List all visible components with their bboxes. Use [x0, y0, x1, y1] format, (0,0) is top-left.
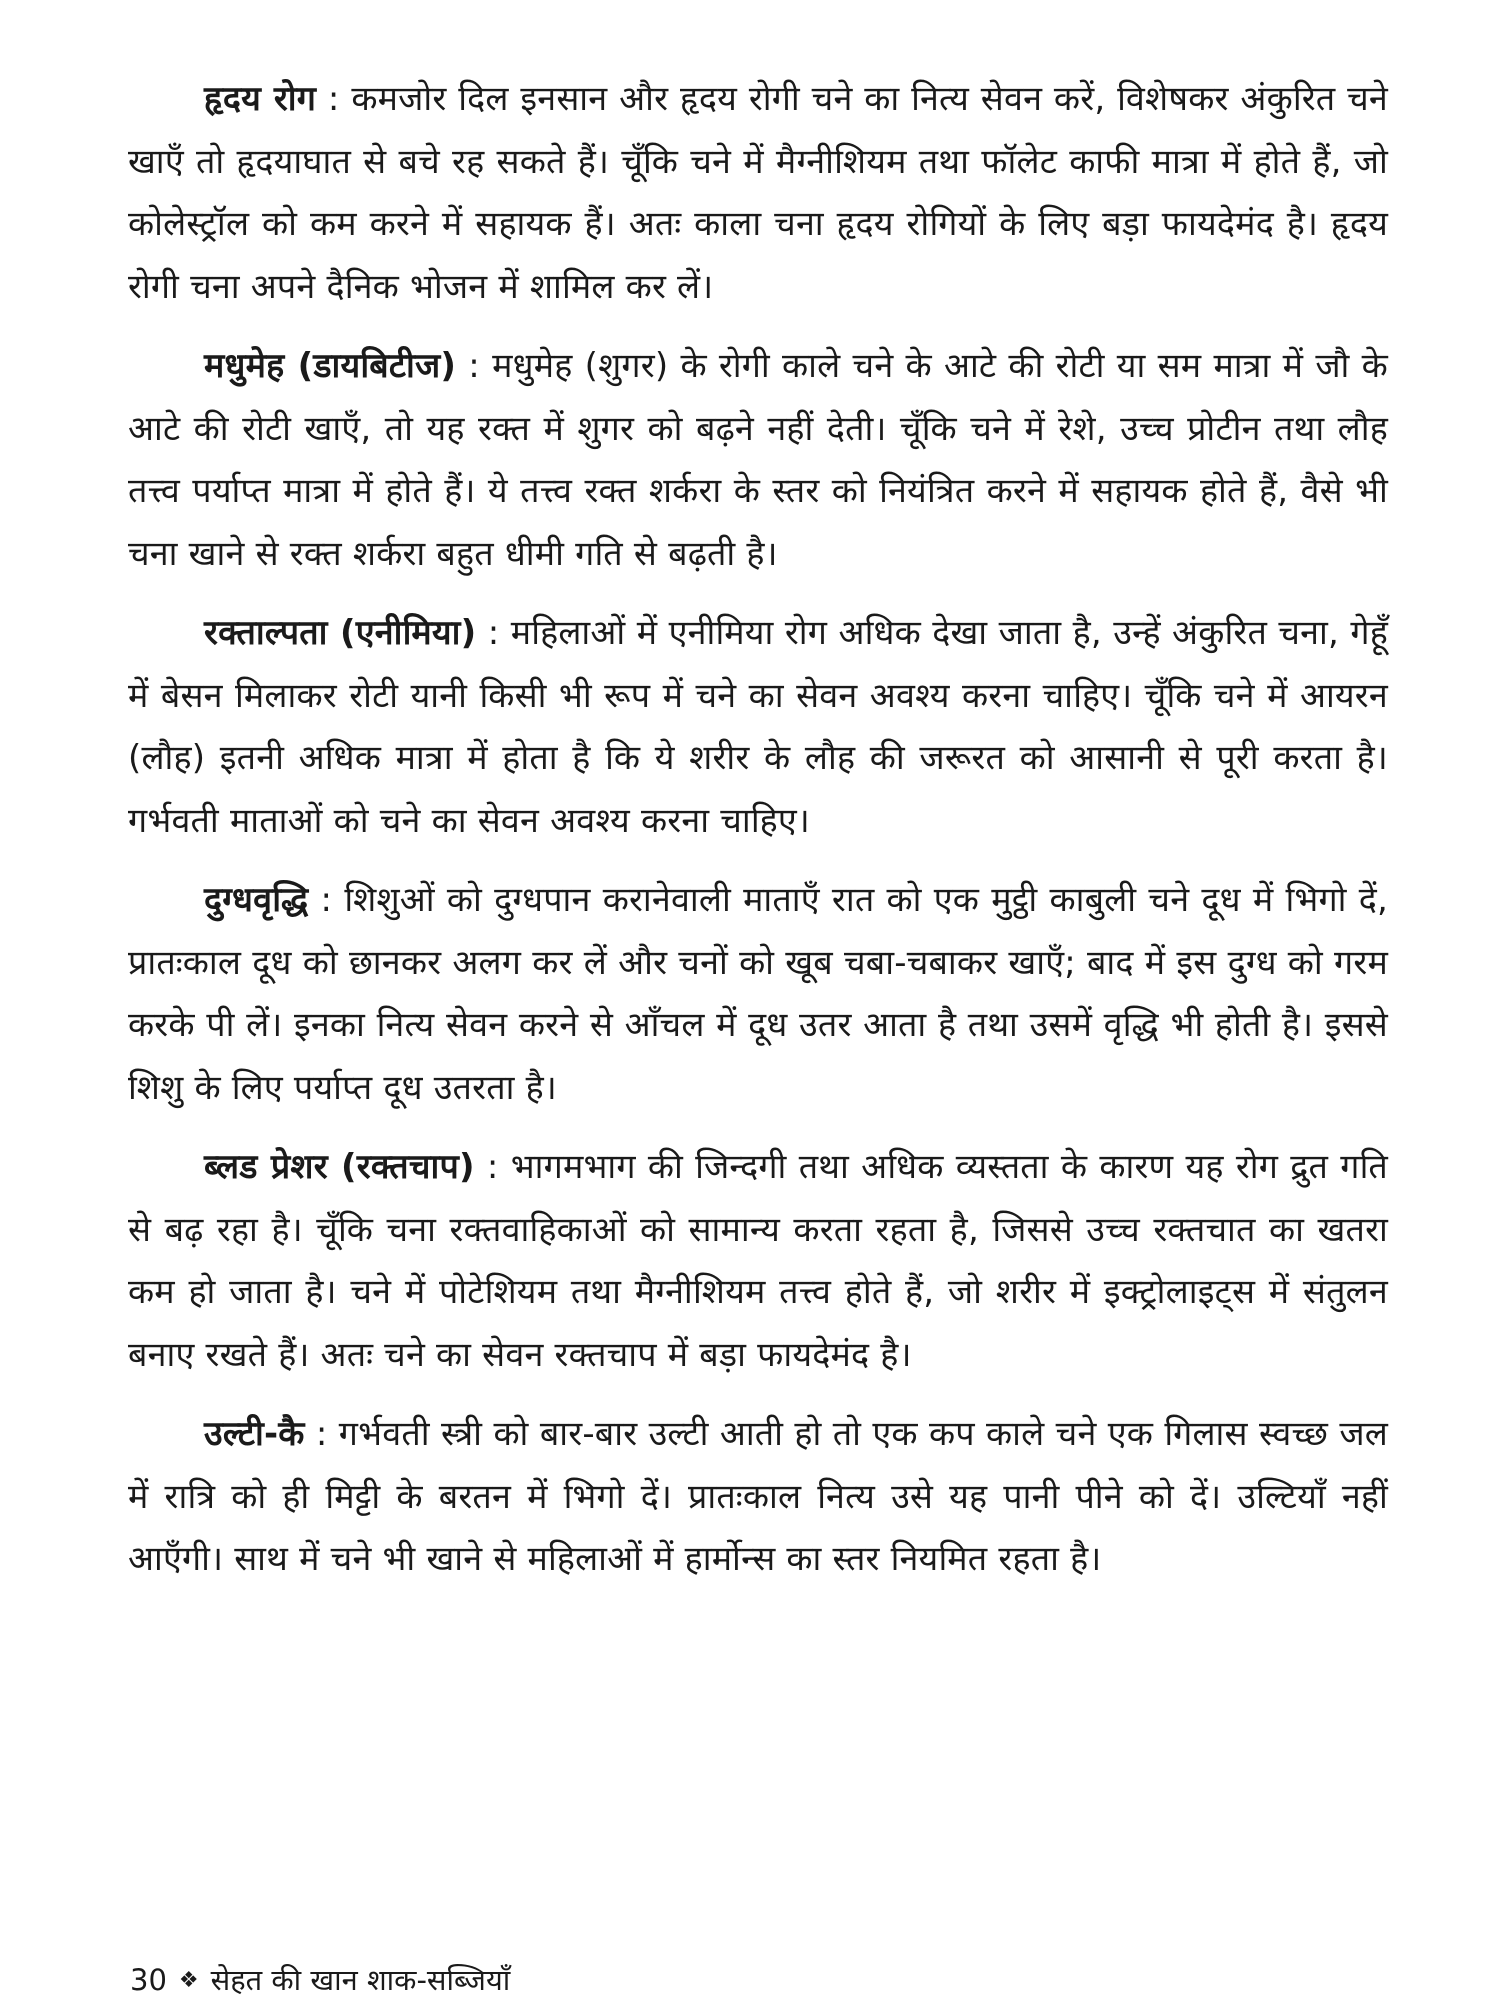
section-heading: मधुमेह (डायबिटीज): [204, 346, 457, 386]
section-heading: दुग्धवृद्धि: [204, 880, 309, 920]
section-lactation: [128, 869, 1388, 1119]
heading-separator: :: [316, 79, 352, 119]
page-footer: [130, 1962, 510, 1999]
section-body: गर्भवती स्त्री को बार-बार उल्टी आती हो तो एक कप काले चने एक गिलास स्वच्छ जल में रात्रि को ही मिट्टी के बरतन में भिगो दें। प्रातःकाल नित्य उसे यह पानी पीने को दें। उल्टियाँ नहीं आएँगी। साथ में चने भी खाने से महिलाओं में हार्मोन्स का स्तर नियमित रहता है।: [128, 1414, 1388, 1579]
heading-separator: :: [308, 880, 345, 920]
diamond-ornament-icon: ❖: [178, 1968, 199, 1993]
section-heart-disease: [128, 68, 1388, 318]
section-anemia: [128, 602, 1388, 852]
section-heading: रक्ताल्पता (एनीमिया): [204, 613, 477, 653]
section-heading: ब्लड प्रेशर (रक्तचाप): [204, 1147, 475, 1187]
page-number: 30: [130, 1963, 167, 1997]
section-body: कमजोर दिल इनसान और हृदय रोगी चने का नित्य सेवन करें, विशेषकर अंकुरित चने खाएँ तो हृदयाघात से बचे रह सकते हैं। चूँकि चने में मैग्नीशियम तथा फॉलेट काफी मात्रा में होते हैं, जो कोलेस्ट्रॉल को कम करने में सहायक हैं। अतः काला चना हृदय रोगियों के लिए बड़ा फायदेमंद है। हृदय रोगी चना अपने दैनिक भोजन में शामिल कर लें।: [128, 79, 1389, 307]
book-title: सेहत की खान शाक-सब्जियाँ: [210, 1963, 511, 1997]
heading-separator: :: [456, 346, 493, 386]
section-vomiting: [128, 1403, 1388, 1591]
section-body: मधुमेह (शुगर) के रोगी काले चने के आटे की रोटी या सम मात्रा में जौ के आटे की रोटी खाएँ, तो यह रक्त में शुगर को बढ़ने नहीं देती। चूँकि चने में रेशे, उच्च प्रोटीन तथा लौह तत्त्व पर्याप्त मात्रा में होते हैं। ये तत्त्व रक्त शर्करा के स्तर को नियंत्रित करने में सहायक होते हैं, वैसे भी चना खाने से रक्त शर्करा बहुत धीमी गति से बढ़ती है।: [128, 346, 1388, 574]
section-heading: हृदय रोग: [204, 79, 317, 119]
heading-separator: :: [476, 613, 511, 653]
section-blood-pressure: [128, 1136, 1388, 1386]
section-heading: उल्टी-कै: [204, 1414, 305, 1454]
section-body: भागमभाग की जिन्दगी तथा अधिक व्यस्तता के कारण यह रोग द्रुत गति से बढ़ रहा है। चूँकि चना रक्तवाहिकाओं को सामान्य करता रहता है, जिससे उच्च रक्तचात का खतरा कम हो जाता है। चने में पोटेशियम तथा मैग्नीशियम तत्त्व होते हैं, जो शरीर में इक्ट्रोलाइट्स में संतुलन बनाए रखते हैं। अतः चने का सेवन रक्तचाप में बड़ा फायदेमंद है।: [128, 1147, 1388, 1375]
section-diabetes: [128, 335, 1388, 585]
section-body: शिशुओं को दुग्धपान करानेवाली माताएँ रात को एक मुट्ठी काबुली चने दूध में भिगो दें, प्रातःकाल दूध को छानकर अलग कर लें और चनों को खूब चबा-चबाकर खाएँ; बाद में इस दुग्ध को गरम करके पी लें। इनका नित्य सेवन करने से आँचल में दूध उतर आता है तथा उसमें वृद्धि भी होती है। इससे शिशु के लिए पर्याप्त दूध उतरता है।: [128, 880, 1389, 1108]
heading-separator: :: [304, 1414, 339, 1454]
section-body: महिलाओं में एनीमिया रोग अधिक देखा जाता है, उन्हें अंकुरित चना, गेहूँ में बेसन मिलाकर रोटी यानी किसी भी रूप में चने का सेवन अवश्य करना चाहिए। चूँकि चने में आयरन (लौह) इतनी अधिक मात्रा में होता है कि ये शरीर के लौह की जरूरत को आसानी से पूरी करता है। गर्भवती माताओं को चने का सेवन अवश्य करना चाहिए।: [128, 613, 1389, 841]
heading-separator: :: [474, 1147, 511, 1187]
